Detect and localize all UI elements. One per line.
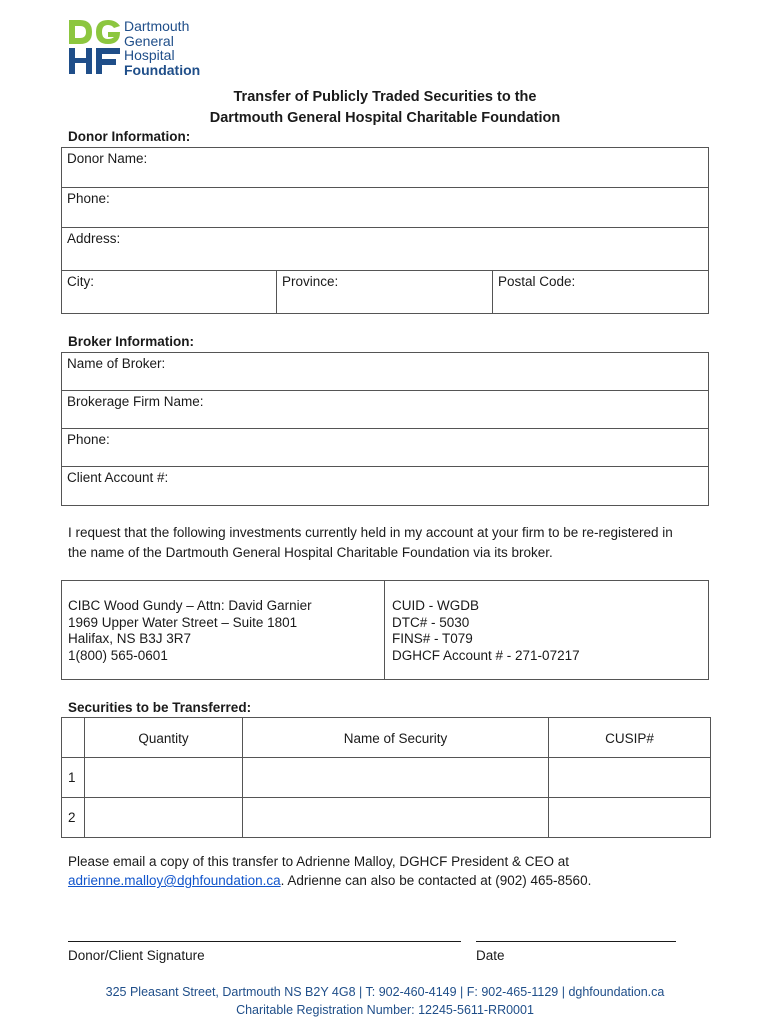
footer-address: 325 Pleasant Street, Dartmouth NS B2Y 4G8 | T: 902-460-4149 | F: 902-465-1129 | dghfoundation.ca xyxy=(105,985,665,999)
row-number: 2 xyxy=(62,798,85,838)
broker-address-line: 1969 Upper Water Street – Suite 1801 xyxy=(68,614,298,630)
email-note xyxy=(68,852,708,890)
broker-info-table xyxy=(61,352,709,506)
donor-heading: Donor Information: xyxy=(68,129,191,144)
donor-phone-field[interactable] xyxy=(62,188,709,228)
receiving-broker-box xyxy=(61,580,709,680)
form-title-line-1: Transfer of Publicly Traded Securities to the xyxy=(233,89,537,105)
logo-line-2: General xyxy=(124,32,174,49)
donor-city-field[interactable] xyxy=(62,271,277,314)
request-line-2: the name of the Dartmouth General Hospital Charitable Foundation via its broker. xyxy=(68,545,553,560)
broker-code-line: FINS# - T079 xyxy=(392,631,473,646)
securities-heading: Securities to be Transferred: xyxy=(68,700,252,715)
broker-name-field[interactable] xyxy=(62,353,709,391)
table-row xyxy=(62,798,711,838)
date-line[interactable] xyxy=(476,926,676,942)
broker-address-line: 1(800) 565-0601 xyxy=(68,647,168,663)
form-title-line-2: Dartmouth General Hospital Charitable Foundation xyxy=(209,110,561,126)
row-number-header xyxy=(62,718,85,758)
broker-address-block xyxy=(68,598,312,664)
broker-code-line: DTC# - 5030 xyxy=(392,614,470,630)
date-label: Date xyxy=(476,948,505,963)
security-name-cell[interactable] xyxy=(243,798,549,838)
broker-code-line: DGHCF Account # - 271-07217 xyxy=(392,647,580,663)
security-name-header: Name of Security xyxy=(243,718,549,758)
broker-code-line: CUID - WGDB xyxy=(392,598,479,613)
email-link[interactable]: adrienne.malloy@dghfoundation.ca xyxy=(68,873,281,888)
signature-label: Donor/Client Signature xyxy=(68,948,205,963)
client-account-field[interactable] xyxy=(62,467,709,506)
column-divider xyxy=(384,581,385,679)
request-paragraph xyxy=(68,523,708,563)
donor-postal-field[interactable] xyxy=(493,271,709,314)
brokerage-firm-field[interactable] xyxy=(62,391,709,429)
donor-city-label: City: xyxy=(67,274,94,289)
donor-name-field[interactable] xyxy=(62,148,709,188)
logo-line-1: Dartmouth xyxy=(124,18,190,34)
donor-postal-label: Postal Code: xyxy=(498,274,576,289)
donor-phone-label: Phone: xyxy=(67,191,110,206)
email-note-line-1: Please email a copy of this transfer to Adrienne Malloy, DGHCF President & CEO at xyxy=(68,854,569,869)
securities-table xyxy=(61,717,711,838)
cusip-header: CUSIP# xyxy=(549,718,711,758)
logo-line-4: Foundation xyxy=(124,61,201,78)
broker-phone-label: Phone: xyxy=(67,432,110,447)
footer-registration: Charitable Registration Number: 12245-5611-RR0001 xyxy=(236,1003,534,1017)
row-number: 1 xyxy=(62,758,85,798)
cusip-cell[interactable] xyxy=(549,798,711,838)
broker-address-line: CIBC Wood Gundy – Attn: David Garnier xyxy=(68,598,312,613)
broker-address-line: Halifax, NS B3J 3R7 xyxy=(68,631,192,646)
quantity-cell[interactable] xyxy=(85,798,243,838)
donor-province-label: Province: xyxy=(282,274,339,289)
broker-phone-field[interactable] xyxy=(62,429,709,467)
broker-heading: Broker Information: xyxy=(68,334,195,349)
broker-name-label: Name of Broker: xyxy=(67,356,166,371)
donor-address-field[interactable] xyxy=(62,228,709,271)
donor-info-table xyxy=(61,147,709,314)
brokerage-firm-label: Brokerage Firm Name: xyxy=(67,394,204,409)
quantity-cell[interactable] xyxy=(85,758,243,798)
email-note-line-2 xyxy=(68,871,708,890)
table-row xyxy=(62,758,711,798)
logo-wordmark xyxy=(124,19,200,77)
client-account-label: Client Account #: xyxy=(67,470,169,485)
request-line-1: I request that the following investments currently held in my account at your firm to be re-registered in xyxy=(68,525,673,540)
donor-province-field[interactable] xyxy=(277,271,493,314)
logo-line-3: Hospital xyxy=(124,47,175,63)
signature-line[interactable] xyxy=(68,926,461,942)
quantity-header: Quantity xyxy=(85,718,243,758)
cusip-cell[interactable] xyxy=(549,758,711,798)
email-note-rest: . Adrienne can also be contacted at (902) 465-8560. xyxy=(280,873,592,888)
security-name-cell[interactable] xyxy=(243,758,549,798)
broker-codes-block xyxy=(392,598,580,664)
donor-name-label: Donor Name: xyxy=(67,151,148,166)
donor-address-label: Address: xyxy=(67,231,121,246)
